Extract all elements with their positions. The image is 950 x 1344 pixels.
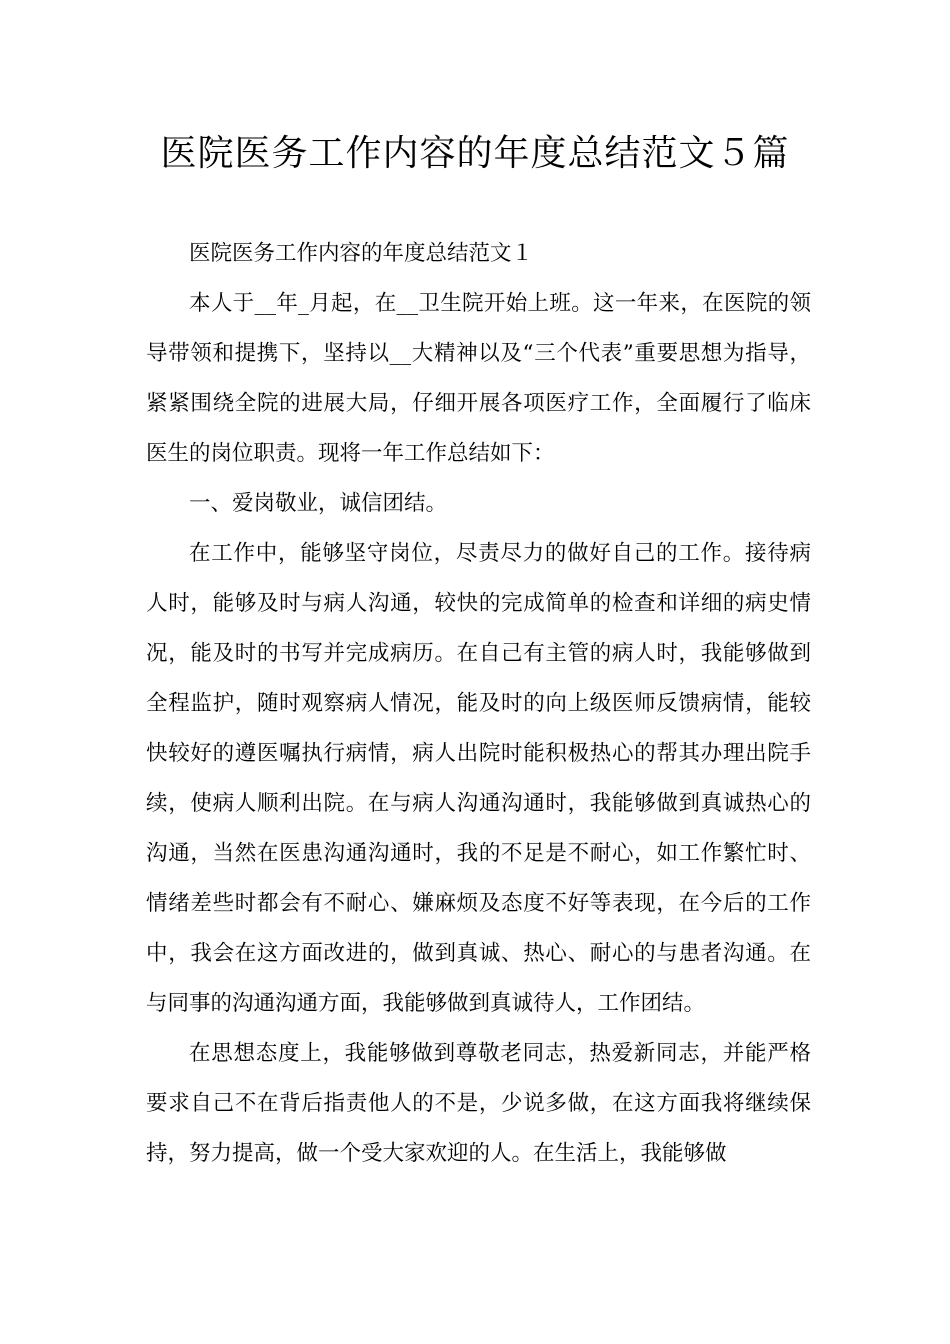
body-paragraph: 在工作中，能够坚守岗位，尽责尽力的做好自己的工作。接待病人时，能够及时与病人沟通，较快的完成简单的检查和详细的病史情况，能及时的书写并完成病历。在自己有主管的病人时，我能够做到全程监护，随时观察病人情况，能及时的向上级医师反馈病情，能较快较好的遵医嘱执行病情，病人出院时能积极热心的帮其办理出院手续，使病人顺利出院。在与病人沟通沟通时，我能够做到真诚热心的沟通，当然在医患沟通沟通时，我的不足是不耐心，如工作繁忙时、情绪差些时都会有不耐心、嫌麻烦及态度不好等表现，在今后的工作中，我会在这方面改进的，做到真诚、热心、耐心的与患者沟通。在与同事的沟通沟通方面，我能够做到真诚待人，工作团结。 <box>146 541 811 1016</box>
section-heading: 医院医务工作内容的年度总结范文１ <box>189 241 534 266</box>
document-title: 医院医务工作内容的年度总结范文５篇 <box>160 133 790 174</box>
subsection-heading: 一、爱岗敬业，诚信团结。 <box>189 491 448 516</box>
document-body <box>146 229 811 1179</box>
body-paragraph: 本人于__年_月起，在__卫生院开始上班。这一年来，在医院的领导带领和提携下，坚持以__大精神以及“三个代表”重要思想为指导，紧紧围绕全院的进展大局，仔细开展各项医疗工作，全面履行了临床医生的岗位职责。现将一年工作总结如下： <box>146 291 811 466</box>
body-paragraph: 在思想态度上，我能够做到尊敬老同志，热爱新同志，并能严格要求自己不在背后指责他人的不是，少说多做，在这方面我将继续保持，努力提高，做一个受大家欢迎的人。在生活上，我能够做 <box>146 1041 811 1166</box>
